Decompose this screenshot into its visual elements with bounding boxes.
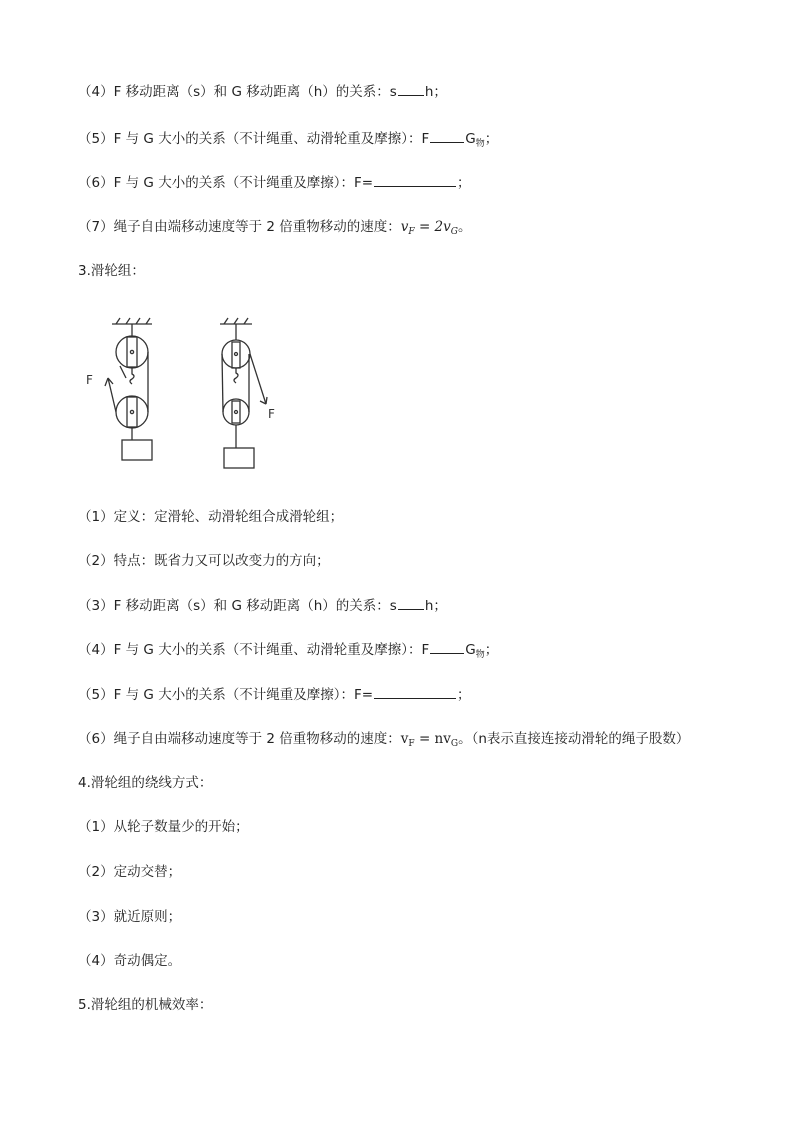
movable-pulley (223, 399, 249, 425)
movable-pulley (116, 396, 148, 428)
answer-blank[interactable] (374, 174, 456, 187)
fixed-pulley (222, 340, 250, 368)
item-3-5: （5）F 与 G 大小的关系（不计绳重及摩擦）：F= ； (78, 687, 471, 703)
force-label-right: F (268, 407, 275, 421)
item-2-6: （6）F 与 G 大小的关系（不计绳重及摩擦）：F= ； (78, 175, 471, 191)
item-2-4: （4）F 移动距离（s）和 G 移动距离（h）的关系：s h； (78, 84, 447, 100)
item-4-4: （4）奇动偶定。 (78, 953, 182, 969)
item-3-2: （2）特点：既省力又可以改变力的方向； (78, 553, 330, 569)
velocity-formula: $v_F = 2v_G$ (400, 219, 458, 237)
section-title-5: 5.滑轮组的机械效率： (78, 997, 213, 1013)
fixed-pulley (116, 336, 148, 368)
item-4-3: （3）就近原则； (78, 909, 182, 925)
answer-blank[interactable] (430, 641, 464, 654)
answer-blank[interactable] (374, 686, 456, 699)
section-title-4: 4.滑轮组的绕线方式： (78, 775, 213, 791)
pulley-system-left (105, 318, 152, 460)
item-3-4: （4）F 与 G 大小的关系（不计绳重、动滑轮重及摩擦）：F $G_物$； (78, 642, 499, 660)
velocity-formula: $v_F = nv_G$ (400, 731, 459, 749)
answer-blank[interactable] (398, 597, 424, 610)
item-3-3: （3）F 移动距离（s）和 G 移动距离（h）的关系：s h； (78, 598, 447, 614)
item-4-2: （2）定动交替； (78, 864, 182, 880)
weight-block (224, 448, 254, 468)
item-2-7: （7）绳子自由端移动速度等于 2 倍重物移动的速度：$v_F = 2v_G$。 (78, 219, 472, 237)
item-3-6: （6）绳子自由端移动速度等于 2 倍重物移动的速度：$v_F = nv_G$。（n表示直接连接动滑轮的绳子股数） (78, 731, 690, 749)
item-2-5: （5）F 与 G 大小的关系（不计绳重、动滑轮重及摩擦）：F $G_物$； (78, 131, 499, 149)
force-label-left: F (86, 373, 93, 387)
answer-blank[interactable] (430, 130, 464, 143)
item-3-1: （1）定义：定滑轮、动滑轮组合成滑轮组； (78, 509, 344, 525)
answer-blank[interactable] (398, 83, 424, 96)
weight-block (122, 440, 152, 460)
pulley-system-right (220, 318, 267, 468)
section-title-3: 3.滑轮组： (78, 263, 145, 279)
item-4-1: （1）从轮子数量少的开始； (78, 819, 249, 835)
pulley-diagram (82, 316, 282, 476)
